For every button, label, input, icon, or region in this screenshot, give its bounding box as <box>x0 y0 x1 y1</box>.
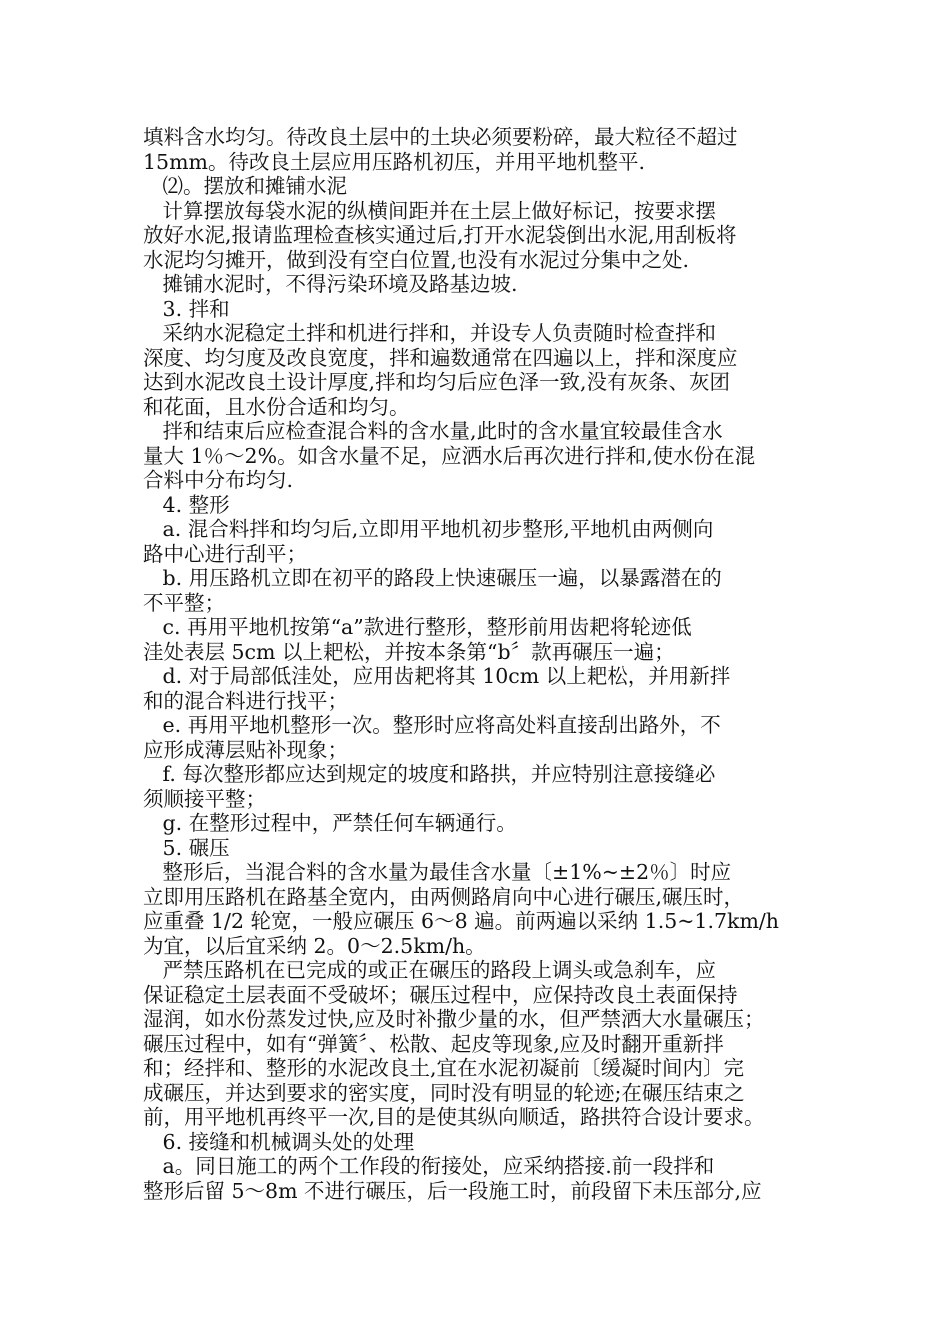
text-line: g. 在整形过程中，严禁任何车辆通行。 <box>143 811 517 835</box>
text-line: 15mm。待改良土层应用压路机初压，并用平地机整平. <box>143 149 645 174</box>
text-line: 碾压过程中，如有“弹簧〞、松散、起皮等现象,应及时翻开重新拌 <box>143 1031 724 1056</box>
text-line: 放好水泥,报请监理检查核实通过后,打开水泥袋倒出水泥,用刮板将 <box>143 223 737 247</box>
text-line: b. 用压路机立即在初平的路段上快速碾压一遍，以暴露潜在的 <box>143 566 722 590</box>
text-line: 4. 整形 <box>143 492 230 517</box>
text-line: 和的混合料进行找平； <box>143 688 348 713</box>
text-line: 前，用平地机再终平一次,目的是使其纵向顺适，路拱符合设计要求。 <box>143 1105 765 1129</box>
text-line: 摊铺水泥时，不得污染环境及路基边坡. <box>143 272 518 296</box>
document-page <box>143 125 815 1203</box>
text-line: 5. 碾压 <box>143 835 230 860</box>
text-line: 湿润，如水份蒸发过快,应及时补撒少量的水，但严禁洒大水量碾压； <box>143 1007 765 1031</box>
text-line: 路中心进行刮平； <box>143 541 307 566</box>
text-line: f. 每次整形都应达到规定的坡度和路拱，并应特别注意接缝必 <box>143 762 716 786</box>
text-line: 不平整； <box>143 590 225 615</box>
text-line: e. 再用平地机整形一次。整形时应将高处料直接刮出路外，不 <box>143 713 721 737</box>
text-line: 洼处表层 5cm 以上耙松，并按本条第“b〞款再碾压一遍； <box>143 639 675 664</box>
text-line: 整形后留 5～8m 不进行碾压，后一段施工时，前段留下未压部分,应 <box>143 1178 762 1203</box>
text-line: a. 混合料拌和均匀后,立即用平地机初步整形,平地机由两侧向 <box>143 517 714 541</box>
text-line: 量大 1％～2%。如含水量不足，应洒水后再次进行拌和,使水份在混 <box>143 443 756 468</box>
text-line: 采纳水泥稳定土拌和机进行拌和，并设专人负责随时检查拌和 <box>143 321 717 345</box>
text-line: 应重叠 1/2 轮宽，一般应碾压 6～8 遍。前两遍以采纳 1.5~1.7km/h <box>143 909 780 933</box>
text-line: 立即用压路机在路基全宽内，由两侧路肩向中心进行碾压,碾压时， <box>143 884 745 909</box>
text-line: 和；经拌和、整形的水泥改良土,宜在水泥初凝前〔缓凝时间内〕完 <box>143 1056 745 1080</box>
text-line: 和花面，且水份合适和均匀。 <box>143 394 410 419</box>
text-line: 3. 拌和 <box>143 296 230 321</box>
text-line: ⑵。摆放和摊铺水泥 <box>143 174 348 198</box>
text-line: c. 再用平地机按第“a”款进行整形，整形前用齿耙将轮迹低 <box>143 615 692 639</box>
text-line: d. 对于局部低洼处，应用齿耙将其 10cm 以上耙松，并用新拌 <box>143 664 731 688</box>
text-line: 深度、均匀度及改良宽度，拌和遍数通常在四遍以上，拌和深度应 <box>143 345 738 370</box>
text-line: 严禁压路机在已完成的或正在碾压的路段上调头或急刹车，应 <box>143 958 717 982</box>
text-line: 计算摆放每袋水泥的纵横间距并在土层上做好标记，按要求摆 <box>143 198 717 223</box>
text-line: 填料含水均匀。待改良土层中的土块必须要粉碎，最大粒径不超过 <box>143 125 738 149</box>
text-line: 6. 接缝和机械调头处的处理 <box>143 1129 415 1154</box>
text-line: 水泥均匀摊开，做到没有空白位置,也没有水泥过分集中之处. <box>143 247 690 272</box>
text-line: 拌和结束后应检查混合料的含水量,此时的含水量宜较最佳含水 <box>143 419 723 443</box>
text-line: 须顺接平整； <box>143 786 266 811</box>
text-line: 为宜，以后宜采纳 2。0～2.5km/h。 <box>143 933 486 958</box>
text-line: 达到水泥改良土设计厚度,拌和均匀后应色泽一致,没有灰条、灰团 <box>143 370 731 394</box>
text-line: 应形成薄层贴补现象； <box>143 737 348 762</box>
text-line: a。同日施工的两个工作段的衔接处，应采纳搭接.前一段拌和 <box>143 1154 715 1178</box>
text-line: 整形后，当混合料的含水量为最佳含水量〔±1%~±2％〕时应 <box>143 860 732 884</box>
text-line: 保证稳定土层表面不受破坏；碾压过程中，应保持改良土表面保持 <box>143 982 738 1007</box>
text-line: 成碾压，并达到要求的密实度，同时没有明显的轮迹;在碾压结束之 <box>143 1080 745 1105</box>
text-line: 合料中分布均匀. <box>143 468 294 492</box>
